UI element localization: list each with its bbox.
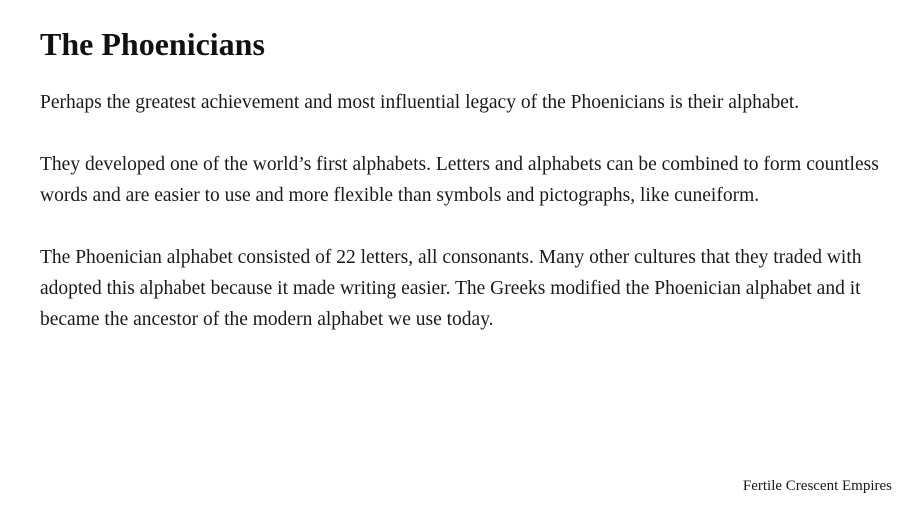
slide-title: The Phoenicians (40, 26, 265, 62)
paragraph-legacy: Perhaps the greatest achievement and most influential legacy of the Phoenicians is their alphabet. (40, 92, 800, 113)
slide-body (40, 87, 880, 335)
paragraph-first-alphabets: They developed one of the world’s first alphabets. Letters and alphabets can be combined to form countless words and are easier to use and more flexible than symbols and pictographs, like cuneiform. (40, 154, 879, 206)
paragraph-22-letters: The Phoenician alphabet consisted of 22 letters, all consonants. Many other cultures that they traded with adopted this alphabet because it made writing easier. The Greeks modified the Phoenician alphabet and it became the ancestor of the modern alphabet we use today. (40, 247, 862, 330)
slide-footer: Fertile Crescent Empires (742, 478, 892, 494)
